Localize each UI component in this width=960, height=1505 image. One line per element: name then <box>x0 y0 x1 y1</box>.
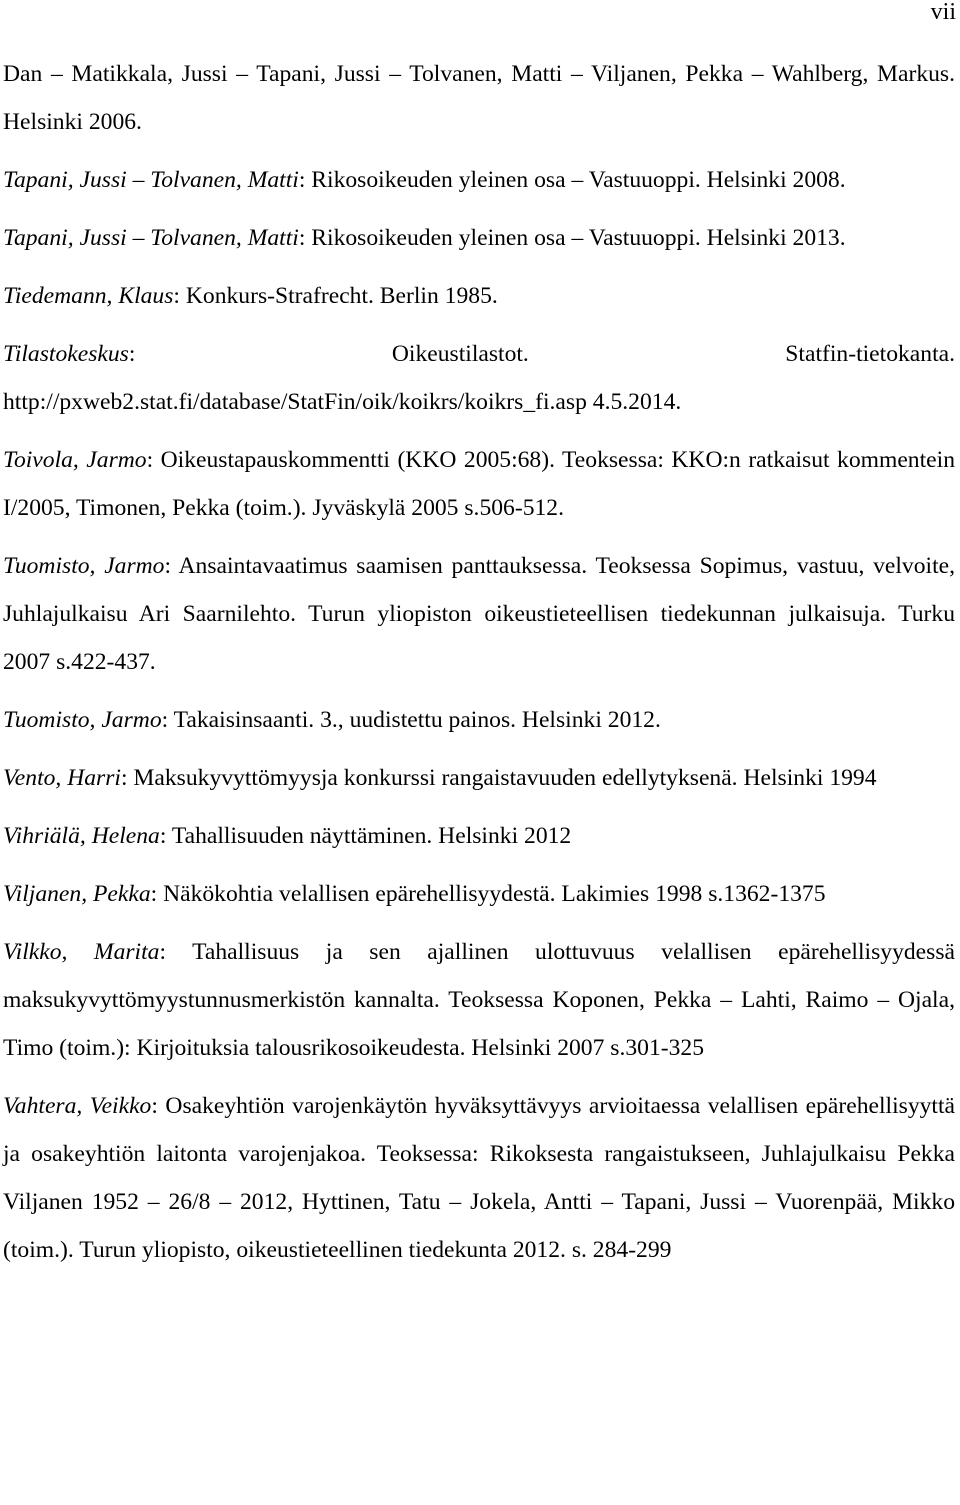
entry-author: Vahtera, Veikko <box>3 1093 152 1119</box>
entry-author: Tiedemann, Klaus <box>3 283 174 309</box>
entry-text: : Maksukyvyttömyysja konkurssi rangaistavuuden edellytyksenä. Helsinki 1994 <box>120 765 877 791</box>
page-number: vii <box>930 0 956 25</box>
entry-text: : Oikeustilastot. Statfin-tietokanta. http://pxweb2.stat.fi/database/StatFin/oik/koikrs/koikrs_fi.asp 4.5.2014. <box>3 341 955 415</box>
entry-text: : Rikosoikeuden yleinen osa – Vastuuoppi. Helsinki 2013. <box>298 225 846 251</box>
entry-text: : Näkökohtia velallisen epärehellisyydestä. Lakimies 1998 s.1362-1375 <box>150 881 826 907</box>
bibliography-entry <box>3 330 955 426</box>
entry-author: Tilastokeskus <box>3 341 129 367</box>
bibliography-list <box>3 50 955 1284</box>
bibliography-entry <box>3 156 955 204</box>
bibliography-entry <box>3 214 955 262</box>
entry-text: : Takaisinsaanti. 3., uudistettu painos. Helsinki 2012. <box>161 707 661 733</box>
bibliography-entry <box>3 870 955 918</box>
bibliography-entry <box>3 542 955 686</box>
entry-author: Tuomisto, Jarmo <box>3 707 162 733</box>
entry-text: : Osakeyhtiön varojenkäytön hyväksyttävyys arvioitaessa velallisen epärehellisyyttä ja osakeyhtiön laitonta varojenjakoa. Teoksessa: Rikoksesta rangaistukseen, Juhlajulkaisu Pekka Viljanen 1952 – 26/8 – 2012, Hyttinen, Tatu – Jokela, Antti – Tapani, Jussi – Vuorenpää, Mikko (toim.). Turun yliopisto, oikeustieteellinen tiedekunta 2012. s. 284-299 <box>3 1093 955 1263</box>
entry-text: : Tahallisuuden näyttäminen. Helsinki 2012 <box>159 823 572 849</box>
entry-text: Dan – Matikkala, Jussi – Tapani, Jussi – Tolvanen, Matti – Viljanen, Pekka – Wahlberg, Markus. Helsinki 2006. <box>3 61 955 135</box>
entry-author: Tapani, Jussi – Tolvanen, Matti <box>3 167 299 193</box>
entry-text: : Tahallisuus ja sen ajallinen ulottuvuus velallisen epärehellisyydessä maksukyvyttömyystunnusmerkistön kannalta. Teoksessa Koponen, Pekka – Lahti, Raimo – Ojala, Timo (toim.): Kirjoituksia talousrikosoikeudesta. Helsinki 2007 s.301-325 <box>3 939 955 1061</box>
bibliography-entry <box>3 50 955 146</box>
bibliography-entry <box>3 272 955 320</box>
entry-author: Tuomisto, Jarmo <box>3 553 165 579</box>
entry-text: : Rikosoikeuden yleinen osa – Vastuuoppi. Helsinki 2008. <box>298 167 846 193</box>
entry-author: Tapani, Jussi – Tolvanen, Matti <box>3 225 299 251</box>
bibliography-entry <box>3 1082 955 1274</box>
entry-author: Viljanen, Pekka <box>3 881 151 907</box>
entry-text: : Konkurs-Strafrecht. Berlin 1985. <box>173 283 498 309</box>
bibliography-entry <box>3 696 955 744</box>
entry-author: Vihriälä, Helena <box>3 823 160 849</box>
entry-text: : Ansaintavaatimus saamisen panttauksessa. Teoksessa Sopimus, vastuu, velvoite, Juhlajulkaisu Ari Saarnilehto. Turun yliopiston oikeustieteellisen tiedekunnan julkaisuja. Turku 2007 s.422-437. <box>3 553 955 675</box>
entry-author: Vilkko, Marita <box>3 939 160 965</box>
bibliography-entry <box>3 928 955 1072</box>
entry-author: Toivola, Jarmo <box>3 447 147 473</box>
entry-author: Vento, Harri <box>3 765 121 791</box>
entry-text: : Oikeustapauskommentti (KKO 2005:68). Teoksessa: KKO:n ratkaisut kommentein I/2005, Timonen, Pekka (toim.). Jyväskylä 2005 s.506-512. <box>3 447 955 521</box>
bibliography-entry <box>3 754 955 802</box>
bibliography-entry <box>3 436 955 532</box>
bibliography-entry <box>3 812 955 860</box>
